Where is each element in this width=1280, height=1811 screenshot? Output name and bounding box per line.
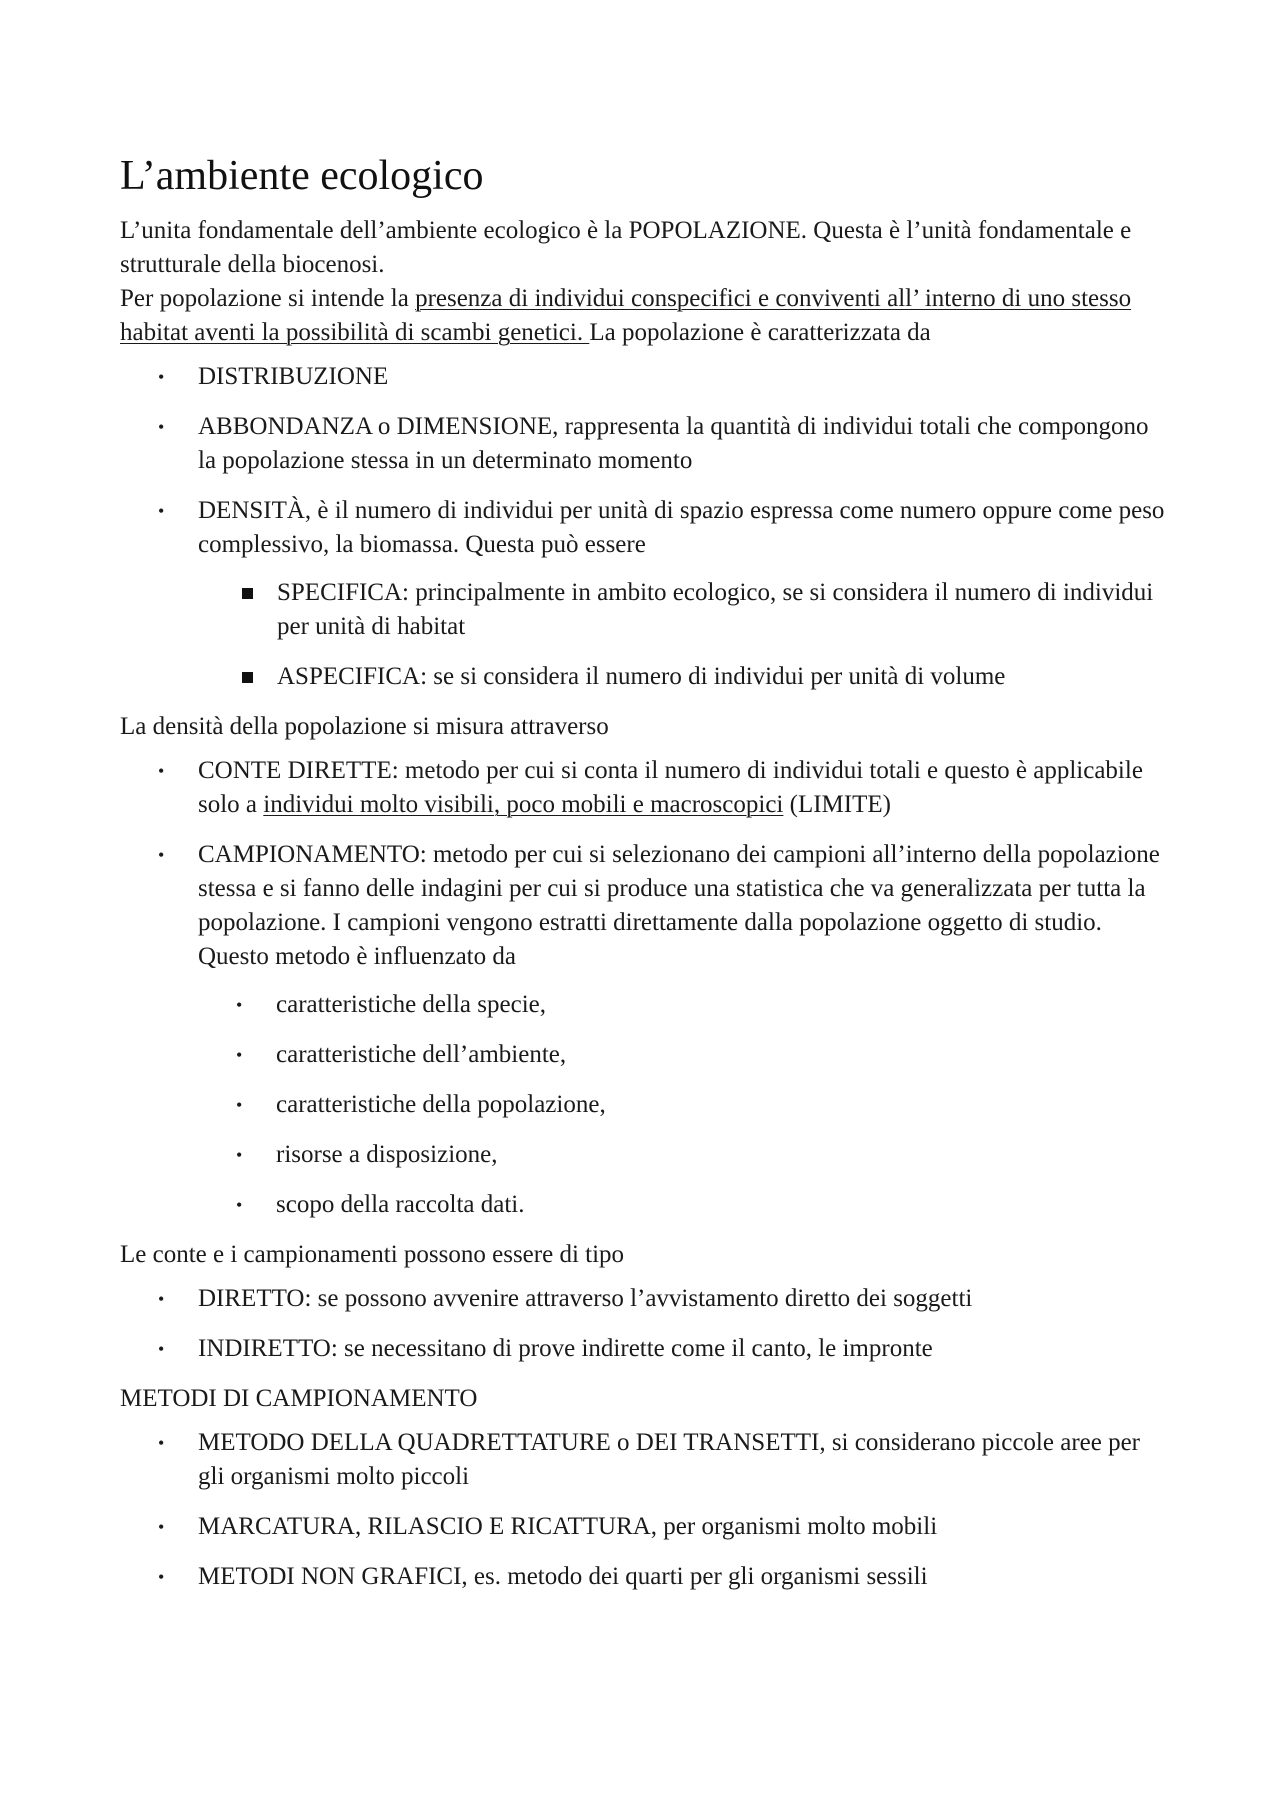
- list-item: [120, 576, 1165, 644]
- list-item: [120, 1282, 1165, 1316]
- list-item: [198, 1188, 1165, 1222]
- direct-count-suffix: (LIMITE): [783, 791, 891, 818]
- influences-list: [198, 988, 1165, 1222]
- characteristics-list: [120, 360, 1165, 694]
- list-item-text: DIRETTO: se possono avvenire attraverso l’avvistamento diretto dei soggetti: [198, 1285, 973, 1312]
- bullet-icon: •: [158, 761, 165, 781]
- bullet-icon: •: [158, 367, 165, 387]
- bullet-icon: •: [158, 1339, 165, 1359]
- list-item: [120, 1426, 1165, 1494]
- list-item-text: caratteristiche della popolazione,: [276, 1091, 606, 1118]
- bullet-icon: •: [158, 417, 165, 437]
- list-item-text: SPECIFICA: principalmente in ambito ecologico, se si considera il numero di individui per unità di habitat: [277, 579, 1154, 640]
- bullet-icon: •: [158, 845, 165, 865]
- types-intro: Le conte e i campionamenti possono essere di tipo: [120, 1241, 625, 1268]
- list-item: [198, 1088, 1165, 1122]
- sampling-text: CAMPIONAMENTO: metodo per cui si selezionano dei campioni all’interno della popolazione stessa e si fanno delle indagini per cui si produce una statistica che va generalizzata per tutta la popolazione. I campioni vengono estratti direttamente dalla popolazione oggetto di studio. Questo metodo è influenzato da: [198, 841, 1160, 970]
- list-item-text: DENSITÀ, è il numero di individui per unità di spazio espressa come numero oppure come peso complessivo, la biomassa. Questa può essere: [198, 497, 1165, 558]
- list-item-text: ABBONDANZA o DIMENSIONE, rappresenta la quantità di individui totali che compongono la popolazione stessa in un determinato momento: [198, 413, 1149, 474]
- square-bullet-icon: [242, 588, 253, 599]
- bullet-icon: •: [158, 1517, 165, 1537]
- bullet-icon: •: [158, 1567, 165, 1587]
- list-item: [120, 660, 1165, 694]
- direct-count-text: CONTE DIRETTE: metodo per cui si conta il numero di individui totali e questo è applicabile solo a: [198, 757, 1143, 818]
- intro-paragraph: [120, 214, 1165, 350]
- bullet-icon: •: [236, 995, 243, 1015]
- list-item: [120, 1560, 1165, 1594]
- list-item: [120, 754, 1165, 822]
- bullet-icon: •: [236, 1145, 243, 1165]
- methods-heading: METODI DI CAMPIONAMENTO: [120, 1385, 478, 1412]
- methods-list: [120, 1426, 1165, 1594]
- density-types-list: [198, 576, 1165, 694]
- bullet-icon: •: [158, 1289, 165, 1309]
- measure-methods-list: [120, 754, 1165, 1222]
- bullet-icon: •: [236, 1195, 243, 1215]
- square-bullet-icon: [242, 672, 253, 683]
- list-item-text: ASPECIFICA: se si considera il numero di individui per unità di volume: [277, 663, 1006, 690]
- list-item-text: METODO DELLA QUADRETTATURE o DEI TRANSETTI, si considerano piccole aree per gli organismi molto piccoli: [198, 1429, 1141, 1490]
- direct-count-limit: individui molto visibili, poco mobili e macroscopici: [263, 791, 784, 818]
- list-item-text: risorse a disposizione,: [276, 1141, 498, 1168]
- list-item-text: caratteristiche della specie,: [276, 991, 546, 1018]
- list-item-text: caratteristiche dell’ambiente,: [276, 1041, 567, 1068]
- list-item: [198, 1038, 1165, 1072]
- list-item: [198, 988, 1165, 1022]
- intro-line-2-post: La popolazione è caratterizzata da: [589, 319, 931, 346]
- list-item: [120, 494, 1165, 694]
- intro-line-2-pre: Per popolazione si intende la: [120, 285, 416, 312]
- list-item-text: INDIRETTO: se necessitano di prove indirette come il canto, le impronte: [198, 1335, 933, 1362]
- list-item-text: MARCATURA, RILASCIO E RICATTURA, per organismi molto mobili: [198, 1513, 938, 1540]
- list-item-text: scopo della raccolta dati.: [276, 1191, 525, 1218]
- bullet-icon: •: [236, 1045, 243, 1065]
- list-item-text: DISTRIBUZIONE: [198, 363, 389, 390]
- page-title: L’ambiente ecologico: [120, 153, 484, 199]
- bullet-icon: •: [158, 501, 165, 521]
- population-definition: presenza di individui conspecifici e conviventi all’ interno di uno stesso habitat aventi la possibilità di scambi genetici.: [120, 285, 1132, 346]
- list-item: [198, 1138, 1165, 1172]
- measure-intro: La densità della popolazione si misura attraverso: [120, 713, 609, 740]
- list-item-text: METODI NON GRAFICI, es. metodo dei quarti per gli organismi sessili: [198, 1563, 928, 1590]
- intro-line-1: L’unita fondamentale dell’ambiente ecologico è la POPOLAZIONE. Questa è l’unità fondamentale e strutturale della biocenosi.: [120, 217, 1132, 278]
- document-page: [120, 150, 1165, 1610]
- list-item: [120, 1332, 1165, 1366]
- list-item: [120, 410, 1165, 478]
- list-item: [120, 1510, 1165, 1544]
- list-item: [120, 838, 1165, 1222]
- bullet-icon: •: [158, 1433, 165, 1453]
- list-item: [120, 360, 1165, 394]
- bullet-icon: •: [236, 1095, 243, 1115]
- types-list: [120, 1282, 1165, 1366]
